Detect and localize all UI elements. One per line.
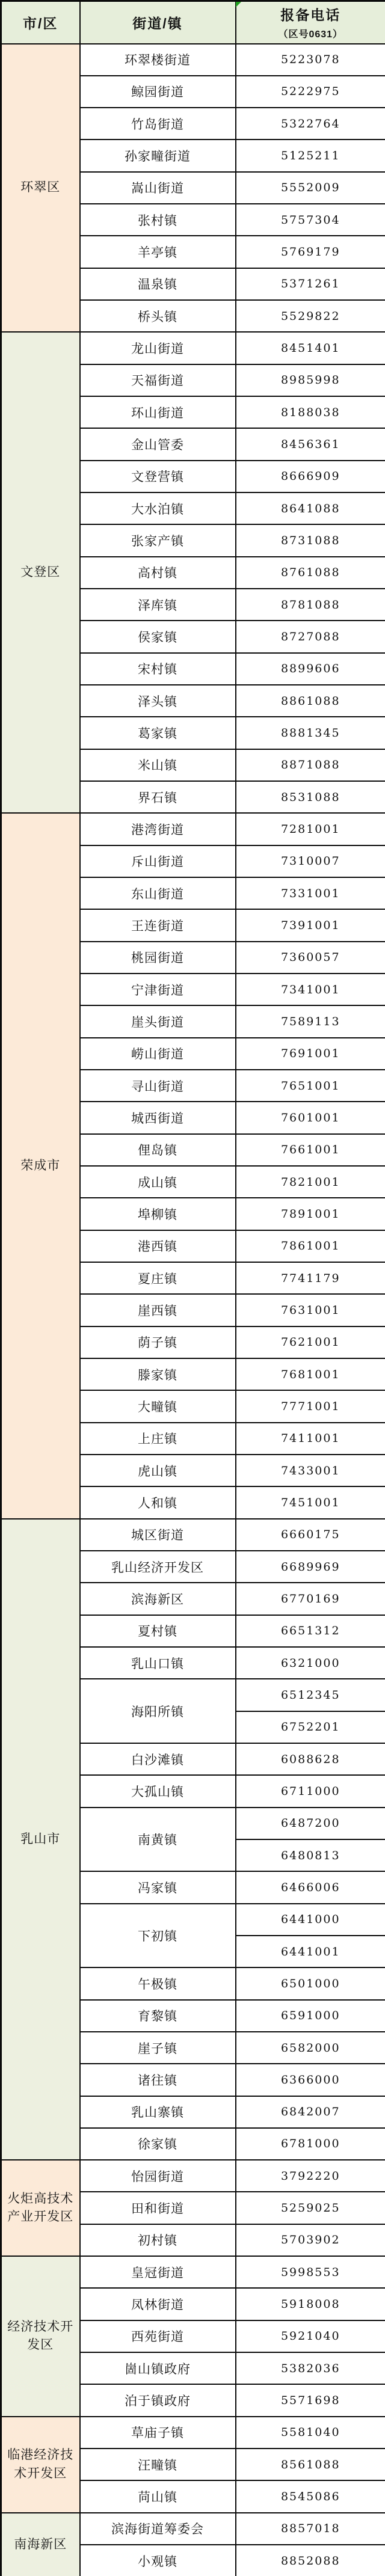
street-cell: 汪疃镇 (80, 2449, 236, 2480)
phone-cell: 7310007 (236, 845, 385, 877)
phone-cell: 8666909 (236, 461, 385, 492)
phone-cell: 8531088 (236, 781, 385, 813)
district-cell: 南海新区 (1, 2513, 80, 2576)
header-phone-cell (236, 1, 385, 44)
phone-cell: 5223078 (236, 44, 385, 76)
phone-cell: 6441000 (236, 1904, 385, 1936)
street-cell: 张村镇 (80, 204, 236, 236)
street-cell: 徐家镇 (80, 2128, 236, 2160)
district-cell: 环翠区 (1, 44, 80, 333)
street-cell: 初村镇 (80, 2224, 236, 2256)
street-cell: 竹岛街道 (80, 108, 236, 140)
street-cell: 崂山街道 (80, 1038, 236, 1070)
phone-cell: 5998553 (236, 2256, 385, 2288)
phone-cell: 8731088 (236, 524, 385, 556)
street-cell: 环山街道 (80, 396, 236, 428)
street-cell: 鲸园街道 (80, 76, 236, 108)
phone-cell: 5918008 (236, 2288, 385, 2320)
street-cell: 乳山寨镇 (80, 2096, 236, 2128)
phone-cell: 8881345 (236, 717, 385, 749)
phone-cell: 6441001 (236, 1936, 385, 1967)
phone-cell: 7433001 (236, 1455, 385, 1486)
street-cell: 虎山镇 (80, 1455, 236, 1486)
street-cell: 乳山口镇 (80, 1647, 236, 1679)
street-cell: 夏庄镇 (80, 1262, 236, 1294)
table-row (1, 1519, 385, 1551)
phone-cell: 6711000 (236, 1775, 385, 1807)
street-cell: 港湾街道 (80, 813, 236, 845)
street-cell: 桃园街道 (80, 942, 236, 974)
phone-cell: 8899606 (236, 653, 385, 685)
phone-cell: 7651001 (236, 1070, 385, 1102)
street-cell: 白沙滩镇 (80, 1743, 236, 1775)
phone-cell: 5703902 (236, 2224, 385, 2256)
street-cell: 崖子镇 (80, 2032, 236, 2064)
street-cell: 田和街道 (80, 2192, 236, 2224)
street-cell: 滨海新区 (80, 1583, 236, 1615)
street-cell: 天福街道 (80, 364, 236, 396)
street-cell: 高村镇 (80, 557, 236, 589)
header-street-label: 街道/镇 (132, 15, 183, 31)
phone-cell: 5571698 (236, 2384, 385, 2416)
phone-cell: 7589113 (236, 1005, 385, 1037)
phone-cell: 7331001 (236, 877, 385, 909)
street-cell: 诸往镇 (80, 2064, 236, 2096)
street-cell: 冯家镇 (80, 1871, 236, 1903)
street-cell: 环翠楼街道 (80, 44, 236, 76)
header-street-cell (80, 1, 236, 44)
street-cell: 嵩山街道 (80, 172, 236, 204)
district-cell: 经济技术开发区 (1, 2256, 80, 2417)
phone-cell: 5322764 (236, 108, 385, 140)
phone-cell: 7451001 (236, 1486, 385, 1518)
phone-cell: 8861088 (236, 685, 385, 717)
table-body (1, 44, 385, 2576)
table-row (1, 2256, 385, 2288)
street-cell: 草庙子镇 (80, 2417, 236, 2449)
phone-cell: 5757304 (236, 204, 385, 236)
street-cell: 王连街道 (80, 909, 236, 941)
phone-cell: 7341001 (236, 974, 385, 1005)
street-cell: 泽库镇 (80, 589, 236, 621)
phone-cell: 7661001 (236, 1134, 385, 1166)
phone-cell: 8545086 (236, 2480, 385, 2512)
street-cell: 文登营镇 (80, 461, 236, 492)
street-cell: 崮山镇政府 (80, 2352, 236, 2384)
phone-cell: 6842007 (236, 2096, 385, 2128)
header-row (1, 1, 385, 44)
phone-cell: 5382036 (236, 2352, 385, 2384)
street-cell: 怡园街道 (80, 2160, 236, 2192)
street-cell: 育黎镇 (80, 2000, 236, 2032)
phone-cell: 6660175 (236, 1519, 385, 1551)
street-cell: 大水泊镇 (80, 492, 236, 524)
district-cell: 临港经济技术开发区 (1, 2417, 80, 2513)
phone-cell: 6512345 (236, 1679, 385, 1711)
phone-cell: 7861001 (236, 1230, 385, 1262)
phone-cell: 6770169 (236, 1583, 385, 1615)
table-row (1, 2417, 385, 2449)
phone-cell: 6088628 (236, 1743, 385, 1775)
street-cell: 宋村镇 (80, 653, 236, 685)
phone-cell: 7621001 (236, 1326, 385, 1358)
phone-cell: 7360057 (236, 942, 385, 974)
street-cell: 东山街道 (80, 877, 236, 909)
phone-cell: 8871088 (236, 749, 385, 781)
street-cell: 张家产镇 (80, 524, 236, 556)
phone-cell: 6689969 (236, 1551, 385, 1583)
district-cell: 火炬高技术产业开发区 (1, 2160, 80, 2256)
phone-cell: 8761088 (236, 557, 385, 589)
street-cell: 埠柳镇 (80, 1198, 236, 1230)
table-header (1, 1, 385, 44)
street-cell: 下初镇 (80, 1904, 236, 1968)
street-cell: 大孤山镇 (80, 1775, 236, 1807)
street-cell: 斥山街道 (80, 845, 236, 877)
phone-cell: 6501000 (236, 1967, 385, 1999)
table-row (1, 2513, 385, 2545)
phone-cell: 8188038 (236, 396, 385, 428)
street-cell: 俚岛镇 (80, 1134, 236, 1166)
phone-cell: 6582000 (236, 2032, 385, 2064)
phone-cell: 8857018 (236, 2513, 385, 2545)
district-cell: 荣成市 (1, 813, 80, 1518)
phone-cell: 7771001 (236, 1390, 385, 1422)
phone-cell: 7691001 (236, 1038, 385, 1070)
street-cell: 温泉镇 (80, 268, 236, 300)
phone-cell: 7891001 (236, 1198, 385, 1230)
street-cell: 城西街道 (80, 1102, 236, 1133)
street-cell: 上庄镇 (80, 1423, 236, 1455)
street-cell: 西苑街道 (80, 2320, 236, 2352)
street-cell: 羊亭镇 (80, 236, 236, 268)
phone-cell: 7391001 (236, 909, 385, 941)
phone-cell: 6781000 (236, 2128, 385, 2160)
street-cell: 夏村镇 (80, 1615, 236, 1647)
phone-cell: 7281001 (236, 813, 385, 845)
street-cell: 崖头街道 (80, 1005, 236, 1037)
street-cell: 成山镇 (80, 1166, 236, 1198)
street-cell: 小观镇 (80, 2545, 236, 2576)
phone-cell: 7681001 (236, 1358, 385, 1390)
table-row (1, 2160, 385, 2192)
header-phone-label: 报备电话 (280, 7, 341, 23)
phone-cell: 6752201 (236, 1711, 385, 1743)
street-cell: 龙山街道 (80, 332, 236, 364)
street-cell: 大疃镇 (80, 1390, 236, 1422)
phone-cell: 5581040 (236, 2417, 385, 2449)
phone-cell: 5769179 (236, 236, 385, 268)
phone-cell: 6487200 (236, 1808, 385, 1839)
street-cell: 崖西镇 (80, 1294, 236, 1326)
street-cell: 金山管委 (80, 428, 236, 460)
street-cell: 城区街道 (80, 1519, 236, 1551)
phone-cell: 5921040 (236, 2320, 385, 2352)
table-row (1, 813, 385, 845)
phone-cell: 6366000 (236, 2064, 385, 2096)
street-cell: 侯家镇 (80, 621, 236, 652)
phone-cell: 7741179 (236, 1262, 385, 1294)
phone-cell: 8852088 (236, 2545, 385, 2576)
phone-cell: 3792220 (236, 2160, 385, 2192)
phone-cell: 5125211 (236, 140, 385, 171)
table-row (1, 44, 385, 76)
street-cell: 荫子镇 (80, 1326, 236, 1358)
street-cell: 宁津街道 (80, 974, 236, 1005)
header-district-label: 市/区 (23, 15, 58, 31)
phone-cell: 5259025 (236, 2192, 385, 2224)
phone-cell: 8781088 (236, 589, 385, 621)
phone-cell: 8456361 (236, 428, 385, 460)
phone-cell: 6651312 (236, 1615, 385, 1647)
phone-cell: 8985998 (236, 364, 385, 396)
phone-cell: 6321000 (236, 1647, 385, 1679)
phone-cell: 8641088 (236, 492, 385, 524)
street-cell: 人和镇 (80, 1486, 236, 1518)
street-cell: 米山镇 (80, 749, 236, 781)
street-cell: 桥头镇 (80, 300, 236, 332)
street-cell: 孙家疃街道 (80, 140, 236, 171)
phone-cell: 6591000 (236, 2000, 385, 2032)
phone-cell: 7631001 (236, 1294, 385, 1326)
header-area-code-label: （区号0631） (278, 29, 343, 40)
street-cell: 皇冠街道 (80, 2256, 236, 2288)
phone-cell: 8561088 (236, 2449, 385, 2480)
street-cell: 葛家镇 (80, 717, 236, 749)
district-cell: 乳山市 (1, 1519, 80, 2160)
street-cell: 寻山街道 (80, 1070, 236, 1102)
street-cell: 海阳所镇 (80, 1679, 236, 1743)
street-cell: 港西镇 (80, 1230, 236, 1262)
cell-corner-marker-icon (236, 2, 241, 7)
phone-cell: 7821001 (236, 1166, 385, 1198)
street-cell: 泊于镇政府 (80, 2384, 236, 2416)
street-cell: 泽头镇 (80, 685, 236, 717)
phone-cell: 5529822 (236, 300, 385, 332)
street-cell: 南黄镇 (80, 1808, 236, 1872)
district-cell: 文登区 (1, 332, 80, 813)
header-district-cell (1, 1, 80, 44)
phone-cell: 5552009 (236, 172, 385, 204)
table-row (1, 332, 385, 364)
phone-cell: 8727088 (236, 621, 385, 652)
street-cell: 滨海街道筹委会 (80, 2513, 236, 2545)
street-cell: 凤林街道 (80, 2288, 236, 2320)
street-cell: 乳山经济开发区 (80, 1551, 236, 1583)
street-cell: 界石镇 (80, 781, 236, 813)
phone-cell: 7411001 (236, 1423, 385, 1455)
phone-cell: 8451401 (236, 332, 385, 364)
phone-cell: 6480813 (236, 1839, 385, 1871)
phone-cell: 6466006 (236, 1871, 385, 1903)
street-cell: 滕家镇 (80, 1358, 236, 1390)
phone-cell: 5371261 (236, 268, 385, 300)
phone-cell: 7601001 (236, 1102, 385, 1133)
phone-cell: 5222975 (236, 76, 385, 108)
street-cell: 午极镇 (80, 1967, 236, 1999)
street-cell: 苘山镇 (80, 2480, 236, 2512)
